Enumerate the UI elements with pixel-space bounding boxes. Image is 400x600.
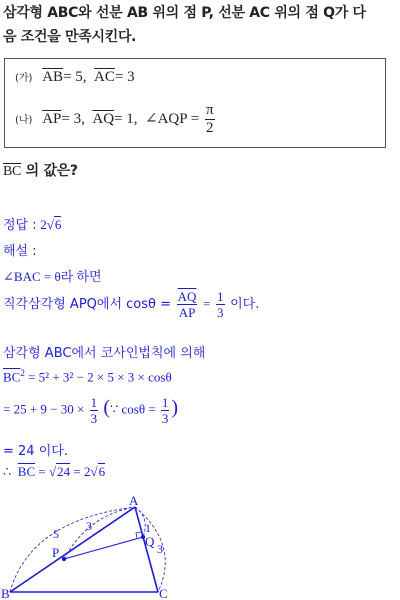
frac-den: 2 bbox=[206, 120, 214, 136]
right-angle-mark bbox=[136, 532, 141, 538]
answer-radicand: 6 bbox=[54, 217, 62, 232]
step-two: = 25 + 9 − 30 × $\frac{1}{3}$ (∵ cosθ = $\frac{1}{3}$ ) bbox=[3, 395, 179, 426]
frac-three: 3 bbox=[217, 305, 224, 320]
because-one: 1 bbox=[161, 395, 169, 410]
segment-bc: $\overline{BC}$ bbox=[3, 164, 22, 179]
final-bc: $\overline{BC}$ bbox=[17, 464, 36, 479]
condition-ga-tag: (가) bbox=[15, 73, 33, 84]
step-two-left: = 25 + 9 − 30 × bbox=[3, 401, 85, 417]
final-line: ∴ $\overline{BC} = √24 = 2√6$ bbox=[3, 464, 106, 479]
line-define-theta bbox=[3, 266, 102, 285]
question-text: 의 값은? bbox=[21, 163, 78, 179]
ida-text: 이다. bbox=[230, 296, 260, 312]
line-right-triangle bbox=[3, 290, 259, 319]
label-b: B bbox=[1, 586, 10, 600]
final-equals-two: = 2 bbox=[73, 464, 91, 479]
frac-ap: AP bbox=[178, 305, 196, 320]
because-text: ∵ cosθ = bbox=[110, 401, 156, 417]
sqrt-24: 24 bbox=[57, 464, 71, 479]
cosine-law-title: 삼각형 ABC에서 코사인법칙에 의해 bbox=[3, 346, 206, 361]
frac-aq: $\overline{AQ}$ bbox=[177, 289, 197, 304]
length-5: 5 bbox=[53, 527, 59, 541]
aq-value: = 1, bbox=[114, 110, 138, 127]
length-1: 1 bbox=[145, 521, 151, 535]
ap-value: = 3, bbox=[61, 110, 85, 127]
step-three bbox=[3, 440, 68, 459]
side-ba bbox=[10, 507, 135, 592]
right-triangle-text: 직각삼각형 APQ에서 cosθ = bbox=[3, 296, 171, 312]
one-third bbox=[216, 290, 225, 319]
side-ac bbox=[135, 507, 158, 592]
answer-coef: 2 bbox=[40, 217, 47, 232]
ab-value: = 5, bbox=[63, 69, 87, 85]
length-3-ac: 3 bbox=[157, 542, 163, 556]
answer-line: 정답 : 2√6 bbox=[3, 217, 62, 233]
problem-line-2: 음 조건을 만족시킨다. bbox=[3, 29, 137, 45]
angle-aqp: ∠AQP = bbox=[145, 110, 200, 127]
segment-ac: $\overline{AC}$ bbox=[94, 69, 115, 85]
frac-one: 1 bbox=[217, 289, 224, 304]
triangle-figure bbox=[0, 488, 200, 600]
explain-label: 해설 : bbox=[3, 244, 37, 259]
segment-aq: $\overline{AQ}$ bbox=[92, 110, 115, 127]
length-3-ap: 3 bbox=[86, 519, 92, 533]
step-two-frac bbox=[90, 396, 99, 425]
ac-value: = 3 bbox=[114, 69, 135, 85]
label-a: A bbox=[129, 493, 139, 508]
equals: = bbox=[203, 295, 211, 311]
question bbox=[3, 160, 78, 180]
step-three-text: = 24 이다. bbox=[3, 444, 68, 459]
frac-num: π bbox=[206, 102, 214, 118]
because-three: 3 bbox=[161, 411, 169, 426]
condition-ga bbox=[15, 69, 135, 86]
law-rhs: = 5² + 3² − 2 × 5 × 3 × cosθ bbox=[28, 369, 172, 385]
sqrt-6: 6 bbox=[98, 464, 106, 479]
segment-ap: $\overline{AP}$ bbox=[42, 110, 62, 127]
define-theta-text: ∠BAC = θ라 하면 bbox=[3, 269, 102, 284]
segment-ab: $\overline{AB}$ bbox=[42, 69, 64, 85]
therefore-symbol: ∴ bbox=[3, 464, 12, 479]
bc-squared: $\overline{BC}$ bbox=[3, 369, 21, 385]
label-c: C bbox=[159, 586, 168, 600]
answer-label: 정답 : bbox=[3, 218, 37, 233]
because-frac bbox=[161, 396, 170, 425]
step-frac-one: 1 bbox=[90, 395, 98, 410]
aq-over-ap bbox=[177, 290, 198, 319]
problem-line-1: 삼각형 ABC와 선분 AB 위의 점 P, 선분 AC 위의 점 Q가 다 bbox=[3, 5, 366, 21]
final-equals: = bbox=[38, 464, 46, 479]
condition-na-tag: (나) bbox=[15, 114, 33, 126]
label-q: Q bbox=[145, 534, 155, 549]
point-p bbox=[62, 557, 66, 561]
conditions-box bbox=[4, 58, 386, 148]
cosine-law-line: $\overline{BC}^2 = 5^2 + 3^2 - 2 \times 5 \times 3 \times \cos\theta$ bbox=[3, 368, 172, 385]
pi-over-two bbox=[205, 103, 215, 136]
label-p: P bbox=[52, 545, 60, 560]
step-frac-three: 3 bbox=[90, 411, 98, 426]
condition-na bbox=[15, 103, 217, 136]
